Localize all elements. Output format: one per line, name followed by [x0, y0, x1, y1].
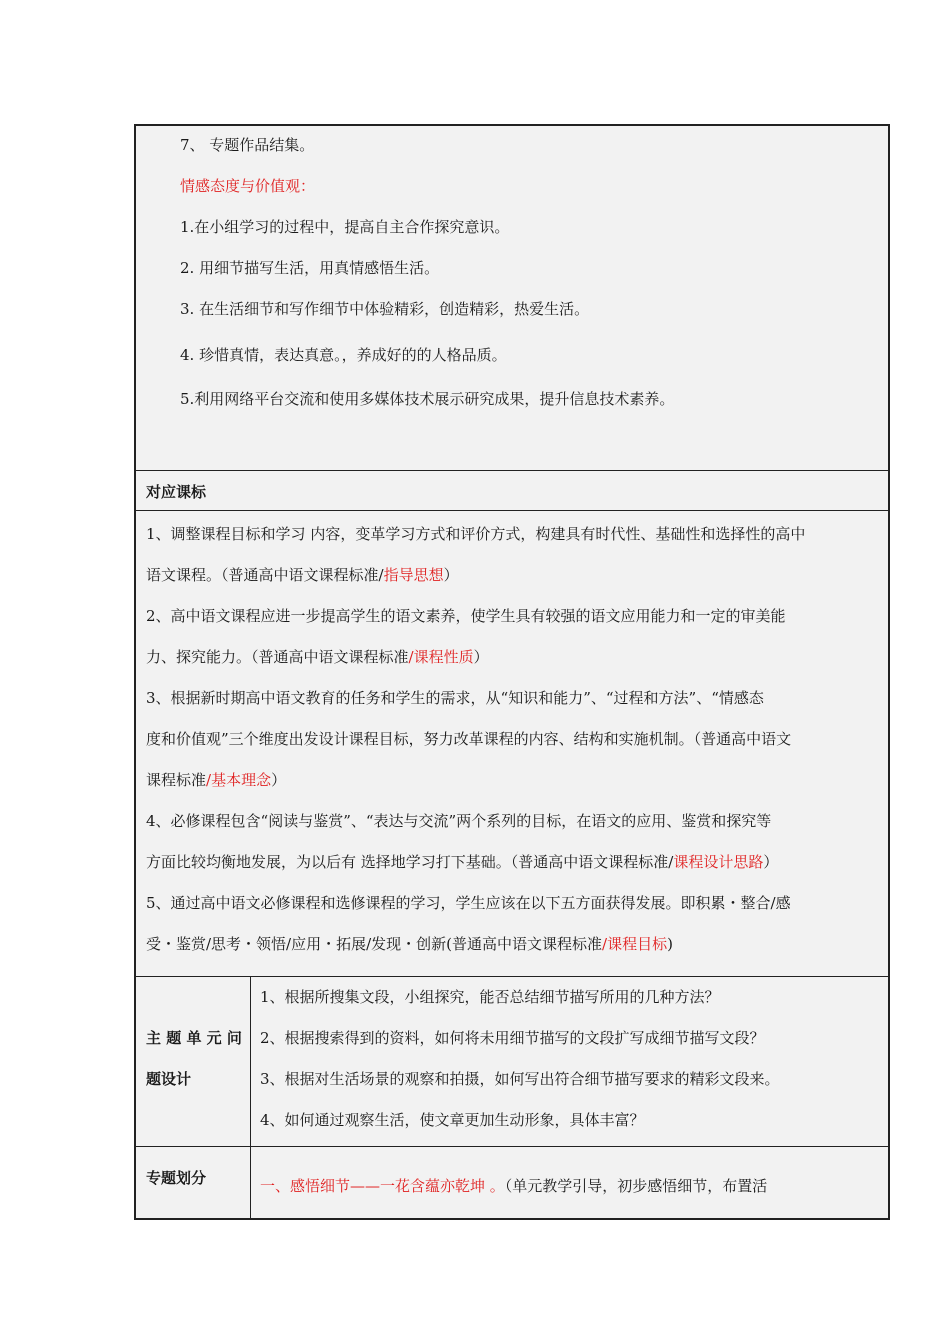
topic-division-content: 一、感悟细节——一花含蕴亦乾坤 。（单元教学引导，初步感悟细节，布置活	[260, 1177, 768, 1195]
standard-5-line-1: 5、通过高中语文必修课程和选修课程的学习，学生应该在以下五方面获得发展。即积累・整合/感	[146, 894, 791, 912]
standard-1-line-2: 语文课程。（普通高中语文课程标准/指导思想）	[146, 566, 459, 584]
attitude-item-3: 3. 在生活细节和写作细节中体验精彩，创造精彩，热爱生活。	[180, 300, 590, 318]
topic-division-title: 一、感悟细节——一花含蕴亦乾坤 。	[260, 1177, 505, 1195]
curriculum-table	[134, 124, 890, 1220]
attitude-item-5: 5.利用网络平台交流和使用多媒体技术展示研究成果，提升信息技术素养。	[180, 390, 675, 408]
question-design-row	[136, 976, 888, 1146]
objectives-cell	[136, 126, 888, 470]
objective-item-7: 7、 专题作品结集。	[180, 136, 315, 154]
standard-4-source: 课程设计思路	[673, 853, 764, 871]
standard-3-line-1: 3、根据新时期高中语文教育的任务和学生的需求，从“知识和能力”、“过程和方法”、“情感态	[146, 689, 764, 707]
question-design-label-line-1: 主 题 单 元 问	[146, 1029, 242, 1047]
attitude-item-2: 2. 用细节描写生活，用真情感悟生活。	[180, 259, 440, 277]
standard-3-line-3: 课程标准/基本理念）	[146, 771, 287, 789]
standard-1-line-1: 1、调整课程目标和学习 内容，变革学习方式和评价方式，构建具有时代性、基础性和选择性的高中	[146, 525, 806, 543]
standard-2-line-2: 力、探究能力。（普通高中语文课程标准/课程性质）	[146, 648, 489, 666]
standard-2-line-1: 2、高中语文课程应进一步提高学生的语文素养，使学生具有较强的语文应用能力和一定的审美能	[146, 607, 786, 625]
attitude-item-1: 1.在小组学习的过程中，提高自主合作探究意识。	[180, 218, 510, 236]
column-divider	[250, 1147, 251, 1218]
topic-division-label: 专题划分	[146, 1169, 207, 1187]
attitude-item-4: 4. 珍惜真情，表达真意。，养成好的的人格品质。	[180, 346, 507, 364]
attitude-heading: 情感态度与价值观：	[180, 177, 316, 195]
standard-1-source: 指导思想	[383, 566, 444, 584]
standard-5-source: /课程目标	[602, 935, 668, 953]
standard-5-line-2: 受・鉴赏/思考・领悟/应用・拓展/发现・创新(普通高中语文课程标准/课程目标)	[146, 935, 673, 953]
standard-4-line-2: 方面比较均衡地发展，为以后有 选择地学习打下基础。（普通高中语文课程标准/课程设计思路）	[146, 853, 779, 871]
standards-heading-cell	[136, 470, 888, 510]
question-item-2: 2、根据搜索得到的资料，如何将未用细节描写的文段扩写成细节描写文段？	[260, 1029, 765, 1047]
standard-3-source: /基本理念	[206, 771, 272, 789]
standards-cell	[136, 510, 888, 976]
standard-3-line-2: 度和价值观”三个维度出发设计课程目标，努力改革课程的内容、结构和实施机制。（普通高中语文	[146, 730, 792, 748]
question-design-label-line-2: 题设计	[146, 1070, 192, 1088]
standard-4-line-1: 4、必修课程包含“阅读与鉴赏”、“表达与交流”两个系列的目标，在语文的应用、鉴赏和探究等	[146, 812, 772, 830]
question-item-3: 3、根据对生活场景的观察和拍摄，如何写出符合细节描写要求的精彩文段来。	[260, 1070, 780, 1088]
topic-division-row	[136, 1146, 888, 1218]
question-item-1: 1、根据所搜集文段，小组探究，能否总结细节描写所用的几种方法？	[260, 988, 720, 1006]
standards-heading: 对应课标	[146, 483, 207, 501]
standard-2-source: /课程性质	[408, 648, 474, 666]
question-item-4: 4、如何通过观察生活，使文章更加生动形象，具体丰富？	[260, 1111, 645, 1129]
column-divider	[250, 977, 251, 1146]
